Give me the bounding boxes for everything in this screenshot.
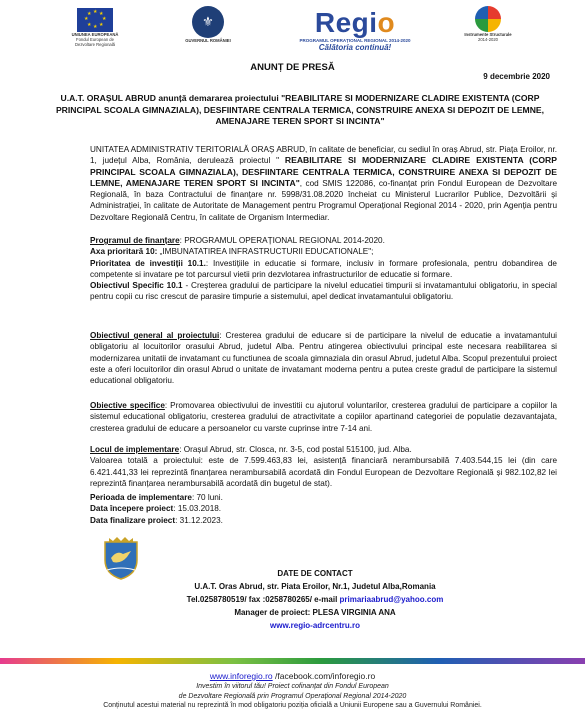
contact-phone: Tel.0258780519/ fax :0258780265/ e-mail primariaabrud@yahoo.com	[186, 595, 444, 604]
eu-fund-label: Fondul European de Dezvoltare Regională	[74, 37, 116, 47]
program-section: Programul de finanțare: PROGRAMUL OPERAȚIONAL REGIONAL 2014-2020. Axa prioritară 10: „IMBUNATATIREA INFRASTRUCTURII EDUCATIONALE"; Prioritatea de investiții 10.1.: Investițiile in educatie si formare, inclusiv in formare profesionala, pentru dobandirea de competente si invatare pe tot parcursul vietii prin dezvlotarea infrastructurilor de educatie si formare. Obiectivul Specific 10.1 - Creșterea gradului de participare la nivelul educatiei timpurii si invatamantului obligatoriu, in special pentru copii cu risc crescut de parasire timpurie a sistemului, apel dedicat invatamantului obligatoriu.	[90, 236, 558, 302]
eu-label: UNIUNEA EUROPEANĂ	[71, 32, 119, 37]
regio-program-label: PROGRAMUL OPERAȚIONAL REGIONAL 2014-2020	[299, 38, 411, 43]
specific-objectives-paragraph: Obiective specifice: Promovarea obiectivului de investitii cu ajutorul voluntarilor, cresterea gradului de participare a copiilor la sistemul educational obligatoriu, cresterea gradului de atractivitate a copiilor apartinand categoriei de populatie dezavantajata, cresterea gradului de educare a persoanelor cu varste cuprinse intre 7-14 ani.	[90, 401, 557, 433]
contact-title: DATE DE CONTACT	[277, 569, 353, 578]
footer-line-2: de Dezvoltare Regională prin Programul Operațional Regional 2014-2020	[178, 692, 407, 700]
email-link[interactable]: primariaabrud@yahoo.com	[339, 595, 444, 604]
government-logo	[183, 6, 233, 50]
page-title: ANUNȚ DE PRESĂ	[250, 62, 335, 73]
axis-label: Axa prioritară 10:	[90, 247, 158, 257]
eu-flag-icon: ★ ★ ★ ★ ★ ★ ★ ★	[77, 8, 113, 32]
inforegio-link[interactable]: www.inforegio.ro	[209, 671, 273, 681]
structural-instruments-label: Instrumente Structurale	[464, 32, 512, 37]
press-date: 9 decembrie 2020	[483, 72, 550, 81]
specific-objective-label: Obiectivul Specific 10.1	[90, 281, 183, 291]
facebook-link[interactable]: /facebook.com/inforegio.ro	[272, 671, 376, 681]
regio-logo	[295, 8, 415, 52]
website-link[interactable]: www.regio-adrcentru.ro	[270, 621, 360, 630]
footer	[0, 671, 585, 711]
program-label: Programul de finanțare	[90, 236, 180, 245]
project-value: Valoarea totală a proiectului: este de 7.599.463,83 lei, asistență financiară nerambursabilă 7.403.544,15 lei (din care 6.421.441,33 lei reprezintă finanțarea nerambursabilă acordată din Fondul European de Dezvoltare Regională și 982.102,82 lei reprezintă finanțarea nerambursabilă acordată din bugetul de stat).	[90, 456, 557, 488]
footer-disclaimer: Conținutul acestui material nu reprezintă în mod obligatoriu poziția oficială a Uniunii Europene sau a Guvernului României.	[103, 702, 482, 709]
government-label: GUVERNUL ROMÂNIEI	[185, 38, 231, 43]
period-section: Perioada de implementare: 70 luni. Data începere proiect: 15.03.2018. Data finalizare proiect: 31.12.2023.	[90, 493, 223, 525]
footer-color-band	[0, 658, 585, 664]
project-manager: Manager de proiect: PLESA VIRGINIA ANA	[234, 608, 396, 617]
abrud-coat-of-arms-icon	[101, 536, 141, 580]
regio-wordmark: Regio	[314, 7, 396, 38]
headline: U.A.T. ORAȘUL ABRUD anunță demararea proiectului "REABILITARE SI MODERNIZARE CLADIRE EXISTENTA (CORP PRINCIPAL SCOALA GIMNAZIALA), DESFIINTARE CENTRALA TERMICA, CONSTRUIRE ANEXA SI DEPOZIT DE LEMNE, AMENAJARE TEREN SPORT SI INCINTA"	[55, 93, 545, 126]
intro-paragraph: UNITATEA ADMINISTRATIV TERITORIALĂ ORAȘ ABRUD, în calitate de beneficiar, cu sediul în oraș Abrud, str. Piața Eroilor, nr. 1, județul Alba, România, derulează proiectul " REABILITARE SI MODERNIZARE CLADIRE EXISTENTA (CORP PRINCIPAL SCOALA GIMNAZIALA), DESFIINTARE CENTRALA TERMICA, CONSTRUIRE ANEXA SI DEPOZIT DE LEMNE, AMENAJARE TEREN SPORT SI INCINTA", cod SMIS 122086, co-finanțat prin Fondul European de Dezvoltare Regională, în baza Contractului de finanțare nr. 5998/31.08.2020 încheiat cu Ministerul Lucrarilor Publice, Dezvoltării și Administrației, în calitate de Autoritate de Management pentru Programul Operațional Regional 2014 - 2020, prin Agenția pentru Dezvoltare Regională Centru, în calitate de Organism Intermediar.	[90, 145, 557, 222]
government-seal-icon: ⚜	[192, 6, 224, 38]
location-paragraph: Locul de implementare: Orașul Abrud, str. Closca, nr. 3-5, cod postal 515100, jud. Alba. Valoarea totală a proiectului: este de 7.599.463,83 lei, asistență financiară nerambursabilă 7.403.544,15 lei (din care 6.421.441,33 lei reprezintă finanțarea nerambursabilă acordată din Fondul European de Dezvoltare Regională și 982.102,82 lei reprezintă finanțarea nerambursabilă acordată din bugetul de stat).	[90, 445, 557, 488]
general-objective-paragraph: Obiectivul general al proiectului: Cresterea gradului de educare si de participare la nivelul de educatie a invatamantului obligatoriu al locuitorilor orasului Abrud, judetul Alba. Pentru atingerea obiectivului principal este necesara reabilitarea si modernizarea unitatii de invatamant cu functiunea de scoala gimnaziala din orasul Abrud, judetul Alba. Scopul prezentului proiect este a oferi locuitorilor din orasul Abrud o unitate de invatamant moderna pentru a putea creste gradul de participare la sistemul educational obligatoriu.	[90, 331, 557, 386]
priority-label: Prioritatea de investiții 10.1.	[90, 258, 206, 268]
contact-block	[150, 567, 480, 632]
structural-instruments-icon	[475, 6, 501, 32]
eu-logo	[70, 8, 120, 47]
structural-instruments-logo	[460, 6, 516, 42]
contact-address: U.A.T. Oras Abrud, str. Piata Eroilor, Nr.1, Judetul Alba,Romania	[194, 582, 436, 591]
footer-line-1: Investim în viitorul tău! Proiect cofinanțat din Fondul European	[196, 683, 389, 690]
structural-instruments-years: 2014-2020	[477, 37, 499, 42]
regio-tagline: Călătoria continuă!	[318, 43, 392, 52]
